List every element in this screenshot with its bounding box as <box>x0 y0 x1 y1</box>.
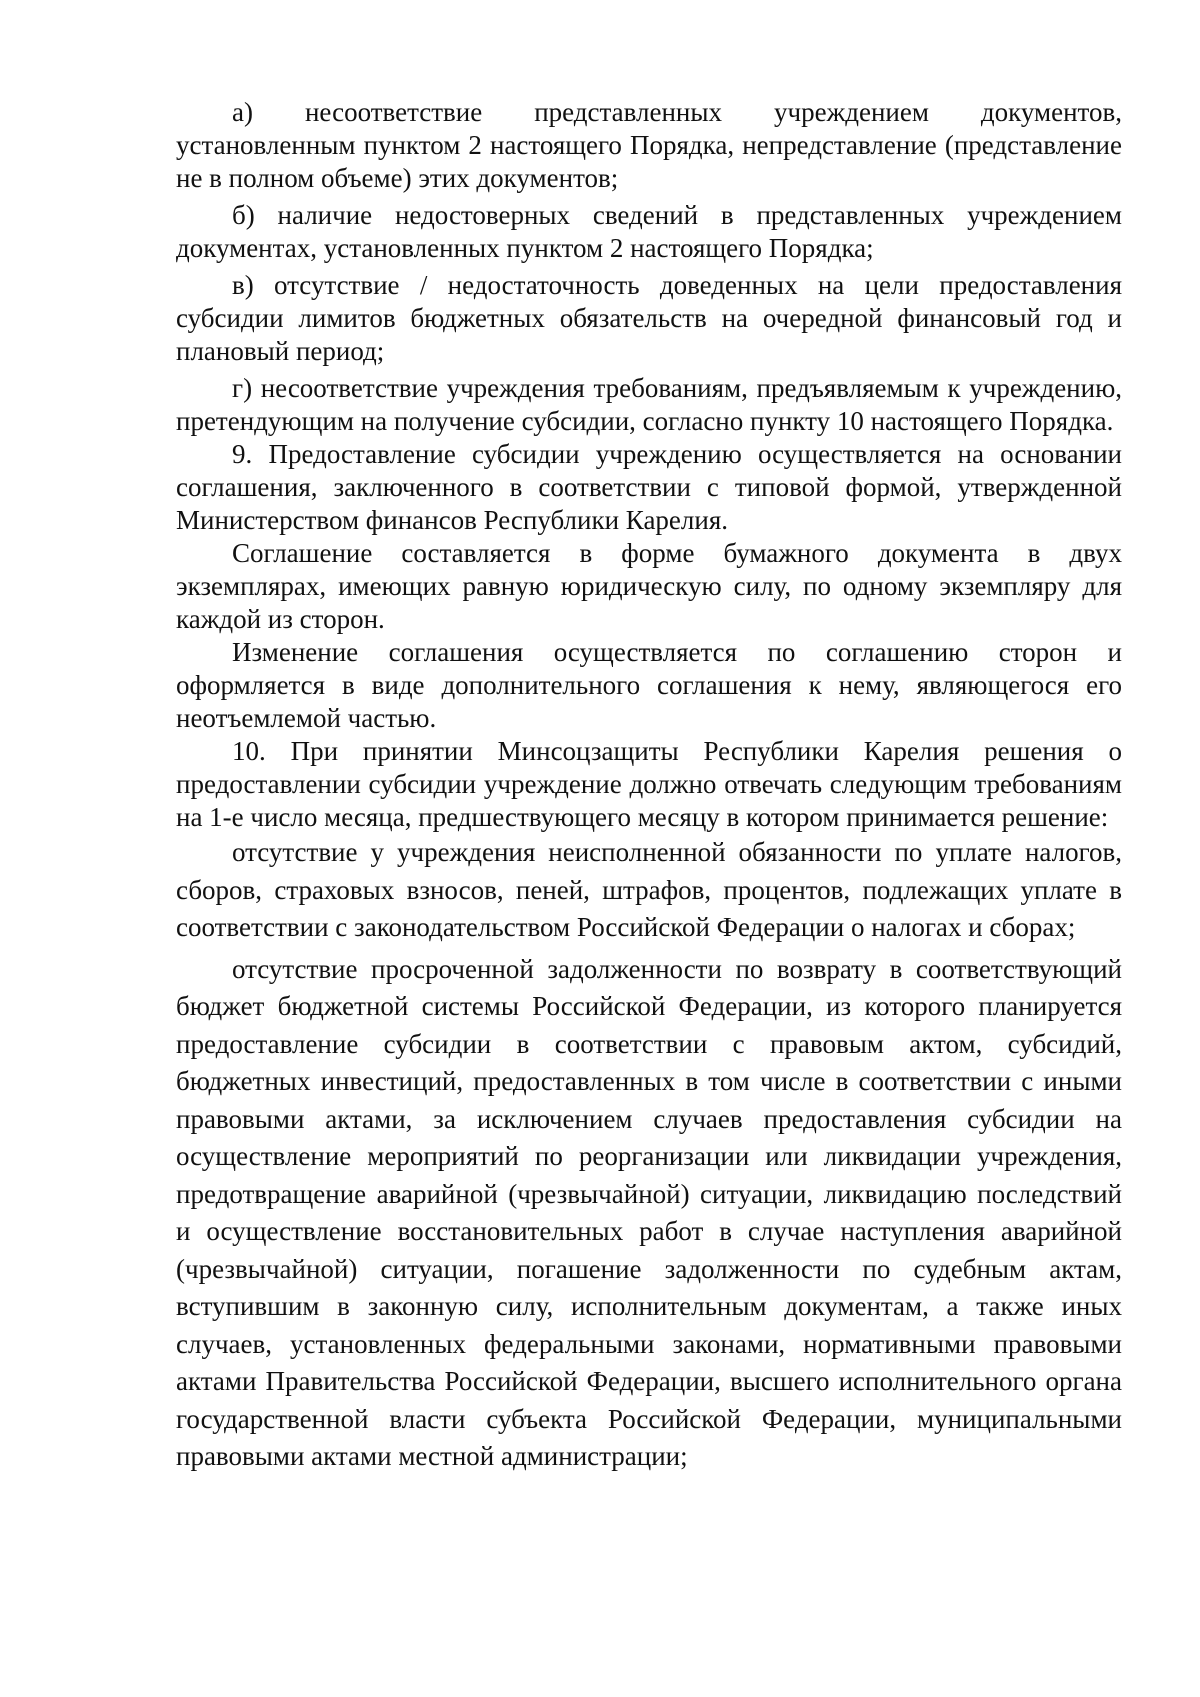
paragraph-clause-9: 9. Предоставление субсидии учреждению осуществляется на основании соглашения, заключенного в соответствии с типовой формой, утвержденной Министерством финансов Республики Карелия. <box>176 439 1122 535</box>
document-section-upper <box>176 96 1122 834</box>
paragraph-clause-10: 10. При принятии Минсоцзащиты Республики Карелия решения о предоставлении субсидии учреждение должно отвечать следующим требованиям на 1-е число месяца, предшествующего месяцу в котором принимается решение: <box>176 736 1122 832</box>
paragraph-item-v: в) отсутствие / недостаточность доведенных на цели предоставления субсидии лимитов бюджетных обязательств на очередной финансовый год и плановый период; <box>176 270 1122 366</box>
paragraph-item-g: г) несоответствие учреждения требованиям, предъявляемым к учреждению, претендующим на получение субсидии, согласно пункту 10 настоящего Порядка. <box>176 373 1122 436</box>
document-body <box>176 96 1122 1476</box>
paragraph-no-tax-debt: отсутствие у учреждения неисполненной обязанности по уплате налогов, сборов, страховых взносов, пеней, штрафов, процентов, подлежащих уплате в соответствии с законодательством Российской Федерации о налогах и сборах; <box>176 837 1122 942</box>
paragraph-agreement-form: Соглашение составляется в форме бумажного документа в двух экземплярах, имеющих равную юридическую силу, по одному экземпляру для каждой из сторон. <box>176 538 1122 634</box>
paragraph-item-b: б) наличие недостоверных сведений в представленных учреждением документах, установленных пунктом 2 настоящего Порядка; <box>176 200 1122 263</box>
document-section-lower <box>176 834 1122 1476</box>
paragraph-item-a: а) несоответствие представленных учреждением документов, установленным пунктом 2 настоящего Порядка, непредставление (представление не в полном объеме) этих документов; <box>176 97 1122 193</box>
paragraph-agreement-change: Изменение соглашения осуществляется по соглашению сторон и оформляется в виде дополнительного соглашения к нему, являющегося его неотъемлемой частью. <box>176 637 1122 733</box>
paragraph-no-overdue-debt: отсутствие просроченной задолженности по возврату в соответствующий бюджет бюджетной системы Российской Федерации, из которого планируется предоставление субсидии в соответствии с правовым актом, субсидий, бюджетных инвестиций, предоставленных в том числе в соответствии с иными правовыми актами, за исключением случаев предоставления субсидии на осуществление мероприятий по реорганизации или ликвидации учреждения, предотвращение аварийной (чрезвычайной) ситуации, ликвидацию последствий и осуществление восстановительных работ в случае наступления аварийной (чрезвычайной) ситуации, погашение задолженности по судебным актам, вступившим в законную силу, исполнительным документам, а также иных случаев, установленных федеральными законами, нормативными правовыми актами Правительства Российской Федерации, высшего исполнительного органа государственной власти субъекта Российской Федерации, муниципальными правовыми актами местной администрации; <box>176 953 1122 1471</box>
